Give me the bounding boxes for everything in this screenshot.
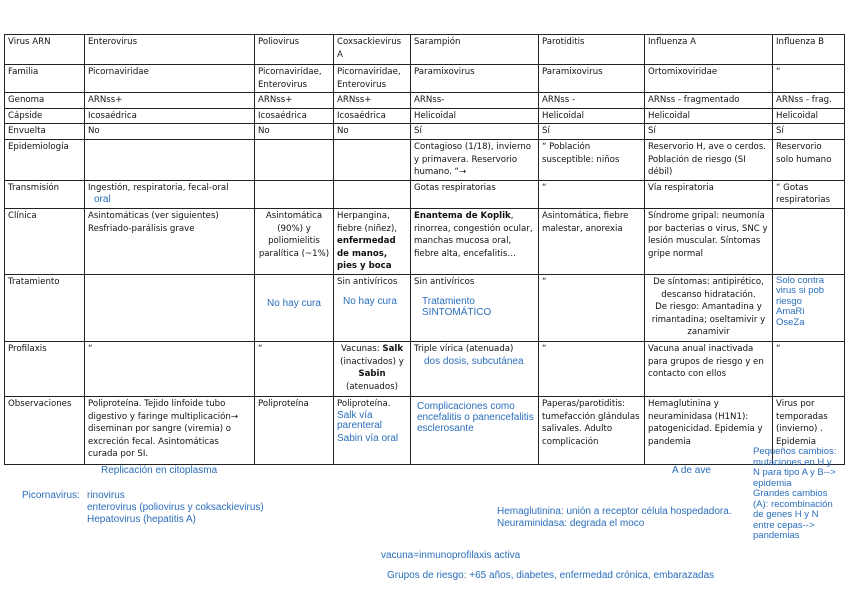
cell — [85, 139, 255, 180]
handwritten-note: Complicaciones como encefalitis o panencefalitis esclerosante — [417, 400, 534, 434]
row-observaciones — [5, 396, 845, 464]
note-picornavirus-line: Hepatovirus (hepatitis A) — [87, 514, 196, 525]
note-vacuna: vacuna=inmunoprofilaxis activa — [381, 550, 521, 561]
row-label: Transmisión — [5, 180, 85, 208]
cell-text: Sin antivíricos — [414, 276, 475, 287]
handwritten-note: No hay cura — [267, 297, 321, 309]
cell: Sí — [773, 124, 845, 140]
cell: Paramixovirus — [411, 65, 539, 93]
cell: “ — [255, 341, 334, 396]
header-cell: Sarampión — [411, 35, 539, 65]
virus-table — [4, 34, 845, 465]
note-cambios: Pequeños cambios: mutaciones en H y N para tipo A y B--> epidemia Grandes cambios (A): recombinación de genes H y N entre cepas--> pandemias — [753, 446, 837, 541]
row-profilaxis — [5, 341, 845, 396]
cell: Gotas respiratorias — [411, 180, 539, 208]
header-cell: Poliovirus — [255, 35, 334, 65]
cell: ARNss - frag. — [773, 93, 845, 109]
cell-text: Herpangina, fiebre (niñez), — [337, 210, 398, 234]
header-cell: Coxsackievirus A — [334, 35, 411, 65]
cell — [334, 396, 411, 464]
row-label: Profilaxis — [5, 341, 85, 396]
cell-text: De riesgo: Amantadina y rimantadina; oseltamivir y zanamivir — [651, 302, 766, 338]
note-replicacion: Replicación en citoplasma — [101, 465, 218, 476]
note-picornavirus-label: Picornavirus: — [22, 490, 80, 501]
cell: “ Población susceptible: niños — [539, 139, 645, 180]
cell-text: Sin antivíricos — [337, 276, 398, 287]
cell — [411, 341, 539, 396]
cell-text: Triple vírica (atenuada) — [414, 343, 514, 354]
handwritten-note: No hay cura — [343, 295, 397, 307]
cell: Asintomáticas (ver siguientes) Resfriado-parálisis grave — [85, 208, 255, 274]
cell: Poliproteína. Tejido linfoide tubo digestivo y faringe multiplicación→ diseminan por sangre (viremia) o excreción fecal. Asintomáticas curada por SI. — [85, 396, 255, 464]
row-envuelta — [5, 124, 845, 140]
cell — [255, 274, 334, 341]
cell: Vacuna anual inactivada para grupos de riesgo y en contacto con ellos — [645, 341, 773, 396]
cell: Icosaédrica — [334, 108, 411, 124]
row-genoma — [5, 93, 845, 109]
cell — [334, 139, 411, 180]
cell — [411, 396, 539, 464]
note-grupos: Grupos de riesgo: +65 años, diabetes, enfermedad crónica, embarazadas — [387, 570, 715, 581]
cell: Picornaviridae, Enterovirus — [334, 65, 411, 93]
cell — [334, 341, 411, 396]
cell — [334, 274, 411, 341]
note-picornavirus-line: enterovirus (poliovirus y coksackievirus) — [87, 502, 264, 513]
note-picornavirus-line: rinovirus — [87, 490, 125, 501]
handwritten-note: dos dosis, subcutánea — [424, 355, 524, 367]
cell — [85, 274, 255, 341]
cell-text: (inactivados) y — [340, 356, 404, 367]
row-tratamiento — [5, 274, 845, 341]
note-ave: A de ave — [672, 465, 711, 476]
cell: Helicoidal — [411, 108, 539, 124]
cell — [255, 139, 334, 180]
row-label: Genoma — [5, 93, 85, 109]
header-cell: Influenza B — [773, 35, 845, 65]
cell-text: Ingestión, respiratoria, fecal-oral — [88, 182, 229, 193]
handwritten-note: oral — [94, 194, 111, 206]
row-label: Tratamiento — [5, 274, 85, 341]
cell — [255, 180, 334, 208]
note-hemaglutinina: Hemaglutinina: unión a receptor célula hospedadora. — [497, 506, 732, 517]
cell: Síndrome gripal: neumonía por bacterias o virus, SNC y lesión muscular. Síntomas gripe normal — [645, 208, 773, 274]
header-cell: Virus ARN — [5, 35, 85, 65]
cell: Virus por temporadas (invierno) . Epidemia — [773, 396, 845, 464]
cell: “ — [85, 341, 255, 396]
cell: Ortomixoviridae — [645, 65, 773, 93]
cell — [411, 208, 539, 274]
cell: No — [255, 124, 334, 140]
cell: No — [85, 124, 255, 140]
header-cell: Enterovirus — [85, 35, 255, 65]
cell: Asintomática, fiebre malestar, anorexia — [539, 208, 645, 274]
row-transmision — [5, 180, 845, 208]
cell: ARNss- — [411, 93, 539, 109]
cell: Paramixovirus — [539, 65, 645, 93]
row-familia — [5, 65, 845, 93]
cell-text-bold: Salk — [382, 343, 404, 354]
row-label: Familia — [5, 65, 85, 93]
cell: ARNss+ — [255, 93, 334, 109]
cell-text: , rinorrea, congestión ocular, manchas mucosa oral, fiebre alta, encefalitis… — [414, 210, 533, 259]
cell-text: (atenuados) — [346, 381, 398, 392]
row-epidemiologia — [5, 139, 845, 180]
cell: Reservorio solo humano — [773, 139, 845, 180]
cell: Icosaédrica — [255, 108, 334, 124]
row-label: Clínica — [5, 208, 85, 274]
cell: “ — [773, 341, 845, 396]
row-clinica — [5, 208, 845, 274]
row-label: Observaciones — [5, 396, 85, 464]
header-cell: Parotiditis — [539, 35, 645, 65]
cell — [773, 208, 845, 274]
handwritten-note: Solo contra virus si pob riesgo AmaRi OseZa — [776, 274, 825, 328]
cell: “ — [773, 65, 845, 93]
cell: ARNss - — [539, 93, 645, 109]
cell-text: De síntomas: antipirético, descanso hidratación. — [653, 276, 764, 300]
cell: Poliproteína — [255, 396, 334, 464]
cell: “ Gotas respiratorias — [773, 180, 845, 208]
row-capside — [5, 108, 845, 124]
cell — [334, 208, 411, 274]
cell: “ — [539, 341, 645, 396]
cell: Hemaglutinina y neuraminidasa (H1N1): patogenicidad. Epidemia y pandemia — [645, 396, 773, 464]
cell: Picornaviridae — [85, 65, 255, 93]
row-label: Cápside — [5, 108, 85, 124]
cell: Picornaviridae, Enterovirus — [255, 65, 334, 93]
cell-text-bold: Enantema de Koplik — [414, 210, 511, 221]
cell: Helicoidal — [645, 108, 773, 124]
cell: Sí — [539, 124, 645, 140]
cell-text: Poliproteína. — [337, 398, 391, 409]
cell: Sí — [411, 124, 539, 140]
cell: ARNss - fragmentado — [645, 93, 773, 109]
cell: Icosaédrica — [85, 108, 255, 124]
cell: “ — [539, 274, 645, 341]
cell — [773, 274, 845, 341]
cell: ARNss+ — [334, 93, 411, 109]
cell — [334, 180, 411, 208]
cell: Asintomática (90%) y poliomielitis paralítica (~1%) — [255, 208, 334, 274]
row-label: Epidemiología — [5, 139, 85, 180]
cell: No — [334, 124, 411, 140]
header-cell: Influenza A — [645, 35, 773, 65]
cell: Sí — [645, 124, 773, 140]
cell — [411, 274, 539, 341]
row-label: Envuelta — [5, 124, 85, 140]
cell: Reservorio H, ave o cerdos. Población de riesgo (SI débil) — [645, 139, 773, 180]
header-row — [5, 35, 845, 65]
handwritten-note: Sabin vía oral — [337, 432, 399, 444]
cell: Vía respiratoria — [645, 180, 773, 208]
cell: Contagioso (1/18), invierno y primavera. Reservorio humano. “→ — [411, 139, 539, 180]
cell: Helicoidal — [773, 108, 845, 124]
handwritten-note: Salk vía parenteral — [337, 409, 383, 431]
cell: Paperas/parotiditis: tumefacción glándulas salivales. Adulto complicación — [539, 396, 645, 464]
cell — [85, 180, 255, 208]
cell — [645, 274, 773, 341]
cell: Helicoidal — [539, 108, 645, 124]
handwritten-note: Tratamiento SINTOMÁTICO — [422, 295, 492, 318]
cell: “ — [539, 180, 645, 208]
cell-text-bold: Sabin — [358, 369, 386, 380]
cell-text: Vacunas: — [340, 343, 383, 354]
cell: ARNss+ — [85, 93, 255, 109]
note-neuraminidasa: Neuraminidasa: degrada el moco — [497, 518, 645, 529]
cell-text-bold: enfermedad de manos, pies y boca — [337, 236, 396, 272]
